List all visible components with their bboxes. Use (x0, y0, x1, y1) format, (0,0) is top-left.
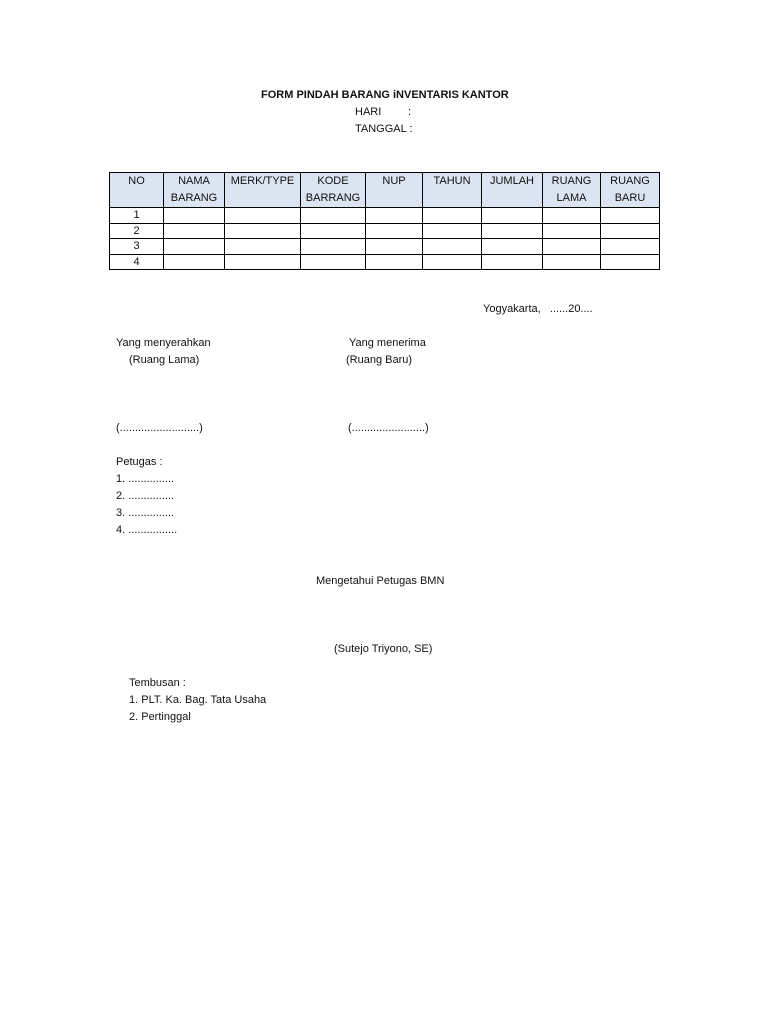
column-header-merk-type: MERK/TYPE (225, 173, 301, 208)
column-header-nama-barang: NAMA BARANG (164, 173, 225, 208)
list-item: 3. ............... (116, 507, 175, 519)
form-title: FORM PINDAH BARANG iNVENTARIS KANTOR (261, 89, 509, 101)
tembusan-label: Tembusan : (129, 677, 186, 689)
signature-left-blank: (..........................) (116, 422, 203, 434)
table-row (110, 254, 660, 270)
column-header-ruang-baru: RUANG BARU (601, 173, 660, 208)
list-item: 4. ................ (116, 524, 178, 536)
table-row (110, 239, 660, 255)
signature-right-title: Yang menerima (349, 337, 426, 349)
column-header-kode-barang: KODE BARRANG (301, 173, 366, 208)
row-number: 2 (110, 223, 164, 239)
mengetahui-name: (Sutejo Triyono, SE) (334, 643, 433, 655)
row-number: 4 (110, 254, 164, 270)
signature-right-sub: (Ruang Baru) (346, 354, 413, 366)
table-row (110, 208, 660, 224)
hari-label: HARI (355, 106, 382, 118)
column-header-no: NO (110, 173, 164, 208)
row-number: 1 (110, 208, 164, 224)
signature-left-sub: (Ruang Lama) (129, 354, 200, 366)
hari-colon: : (408, 106, 412, 118)
table-row (110, 223, 660, 239)
signature-left-title: Yang menyerahkan (116, 337, 211, 349)
column-header-jumlah: JUMLAH (482, 173, 543, 208)
signature-right-blank: (........................) (348, 422, 429, 434)
petugas-label: Petugas : (116, 456, 163, 468)
mengetahui-label: Mengetahui Petugas BMN (316, 575, 445, 587)
list-item: 2. ............... (116, 490, 175, 502)
place-date: Yogyakarta, ......20.... (483, 303, 593, 315)
column-header-nup: NUP (366, 173, 423, 208)
list-item: 1. ............... (116, 473, 175, 485)
list-item: 2. Pertinggal (129, 711, 191, 723)
list-item: 1. PLT. Ka. Bag. Tata Usaha (129, 694, 267, 706)
inventory-table (109, 172, 660, 270)
column-header-ruang-lama: RUANG LAMA (543, 173, 601, 208)
table-header-row (110, 173, 660, 208)
column-header-tahun: TAHUN (423, 173, 482, 208)
row-number: 3 (110, 239, 164, 255)
tanggal-label: TANGGAL : (355, 123, 413, 135)
